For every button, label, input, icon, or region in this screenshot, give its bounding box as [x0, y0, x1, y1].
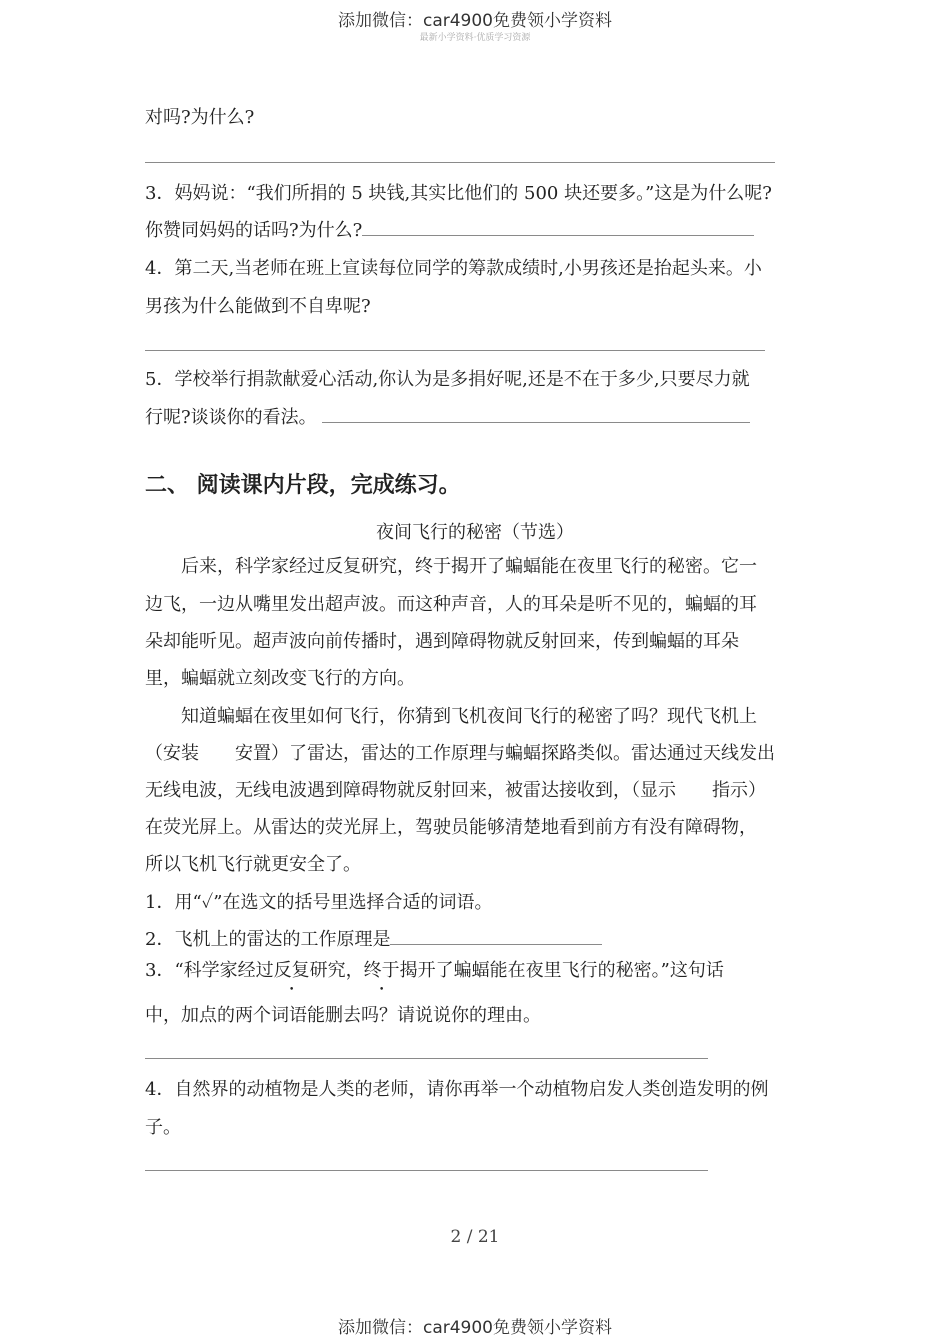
para2-line: 知道蝙蝠在夜里如何飞行，你猜到飞机夜间飞行的秘密了吗？现代飞机上 — [145, 706, 757, 727]
answer-blank — [390, 943, 602, 945]
q3-mid: 研究， — [309, 960, 364, 981]
passage-title: 夜间飞行的秘密（节选） — [376, 522, 574, 543]
p2-q2-text: 2．飞机上的雷达的工作原理是 — [145, 929, 391, 950]
q3-line2-text: 你赞同妈妈的话吗?为什么? — [145, 220, 363, 241]
answer-line — [145, 1058, 708, 1059]
para2-line: （安装 安置）了雷达，雷达的工作原理与蝙蝠探路类似。雷达通过天线发出 — [145, 743, 775, 764]
para2-line: 在荧光屏上。从雷达的荧光屏上，驾驶员能够清楚地看到前方有没有障碍物， — [145, 817, 757, 838]
dotted-word: 终于 — [363, 960, 400, 981]
answer-line — [145, 350, 765, 351]
q3-line1: 3．妈妈说：“我们所捐的 5 块钱,其实比他们的 500 块还要多。”这是为什么呢? — [145, 183, 772, 204]
answer-line — [145, 1170, 708, 1171]
header-watermark: 添加微信：car4900免费领小学资料 — [337, 11, 613, 31]
para1-line: 后来，科学家经过反复研究，终于揭开了蝙蝠能在夜里飞行的秘密。它一 — [145, 556, 757, 577]
page-number: 2 / 21 — [450, 1227, 500, 1247]
answer-line — [145, 162, 775, 163]
q3-pre: 3．“科学家经过 — [145, 960, 274, 981]
para2-line: 所以飞机飞行就更安全了。 — [145, 854, 361, 875]
answer-blank — [362, 234, 754, 236]
dotted-word: 反复 — [273, 960, 310, 981]
p2-q3-line2: 中，加点的两个词语能删去吗？请说说你的理由。 — [145, 1005, 541, 1026]
q2-tail: 对吗?为什么? — [145, 107, 255, 128]
q5-line1: 5．学校举行捐款献爱心活动,你认为是多捐好呢,还是不在于多少,只要尽力就 — [145, 369, 750, 390]
q5-line2 — [145, 406, 775, 430]
para1-line: 边飞，一边从嘴里发出超声波。而这种声音，人的耳朵是听不见的，蝙蝠的耳 — [145, 594, 757, 615]
para1-line: 里，蝙蝠就立刻改变飞行的方向。 — [145, 668, 415, 689]
q4-line2: 男孩为什么能做到不自卑呢? — [145, 296, 371, 317]
header-faint-text: 最新小学资料·优质学习资源 — [419, 33, 531, 43]
q5-line2-text: 行呢?谈谈你的看法。 — [145, 407, 317, 428]
p2-q4-line2: 子。 — [145, 1117, 181, 1138]
answer-blank — [322, 421, 750, 423]
para1-line: 朵却能听见。超声波向前传播时，遇到障碍物就反射回来，传到蝙蝠的耳朵 — [145, 631, 739, 652]
q3-line2 — [145, 219, 775, 243]
q4-line1: 4．第二天,当老师在班上宣读每位同学的筹款成绩时,小男孩还是抬起头来。小 — [145, 258, 762, 279]
p2-q4-line1: 4．自然界的动植物是人类的老师，请你再举一个动植物启发人类创造发明的例 — [145, 1079, 769, 1100]
p2-q1: 1．用“✓”在选文的括号里选择合适的词语。 — [145, 892, 493, 913]
p2-q2 — [145, 928, 775, 952]
p2-q3-line1 — [145, 959, 825, 983]
footer-watermark: 添加微信：car4900免费领小学资料 — [337, 1318, 613, 1338]
q3-post: 揭开了蝙蝠能在夜里飞行的秘密。”这句话 — [399, 960, 724, 981]
section-heading: 二、 阅读课内片段，完成练习。 — [145, 473, 461, 498]
para2-line: 无线电波，无线电波遇到障碍物就反射回来，被雷达接收到，（显示 指示） — [145, 780, 766, 801]
